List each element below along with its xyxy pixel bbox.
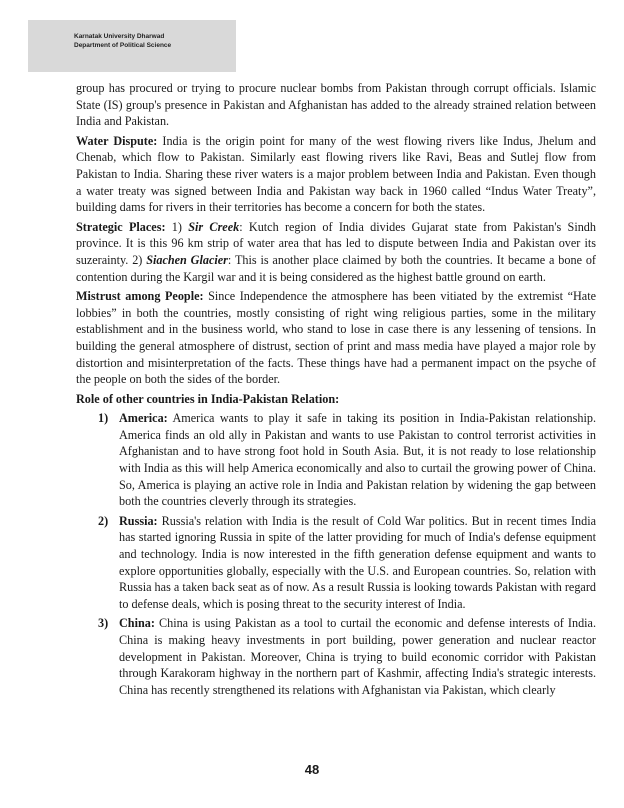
list-item-title: America: <box>119 411 168 426</box>
list-number: 1) <box>98 411 109 426</box>
strategic-places-title: Strategic Places: <box>76 219 166 234</box>
water-dispute-paragraph <box>76 133 596 216</box>
water-dispute-title: Water Dispute: <box>76 133 158 148</box>
list-item <box>76 410 596 510</box>
page-number: 48 <box>304 762 320 777</box>
list-number: 2) <box>98 513 109 528</box>
list-item <box>76 615 596 698</box>
list-item-text: China is using Pakistan as a tool to curtail the economic and defense interests of India. China is making heavy investments in port building, power generation and nuclear reactor development in Pakistan. Moreover, China is trying to build economic corridor with Pakistan through Karakoram highway in the northern part of Kashmir, affecting India's strategic interests. China has recently strengthened its relations with Afghanistan via Pakistan, which clearly <box>119 616 596 697</box>
running-header <box>74 32 171 50</box>
mistrust-paragraph <box>76 288 596 388</box>
strategic-mid-text: : Kutch region of India divides Gujarat state from Pakistan's Sindh province. It is this 96 km strip of water area that has led to dispute between India and Pakistan over its suzerainty. 2) <box>76 219 596 267</box>
strategic-places-paragraph <box>76 219 596 285</box>
mistrust-title: Mistrust among People: <box>76 289 204 304</box>
strategic-pre-text: 1) <box>165 219 189 234</box>
sir-creek-term: Sir Creek <box>188 219 240 234</box>
strategic-post-text: : This is another place claimed by both the countries. It became a bone of contention during the Kargil war and it is being considered as the highest battle ground on earth. <box>76 252 596 284</box>
department-name: Department of Political Science <box>74 42 172 49</box>
page-body <box>76 80 596 701</box>
mistrust-text: Since Independence the atmosphere has been vitiated by the extremist “Hate lobbies” in both the countries, mostly consisting of right wing religious parties, some in the military establishment and in the business world, who stand to lose in case there is any lessening of tensions. In building the general atmosphere of distrust, section of print and mass media have played a major role by distortion and misinterpretation of the facts. These things have had a permanent impact on the psyche of the people on both the sides of the border. <box>76 289 596 387</box>
intro-paragraph: group has procured or trying to procure nuclear bombs from Pakistan through corrupt officials. Islamic State (IS) group's presence in Pakistan and Afghanistan has added to the already strained relation between India and Pakistan. <box>76 81 596 129</box>
list-item-title: Russia: <box>119 513 158 528</box>
countries-list <box>76 410 596 698</box>
list-item-title: China: <box>119 616 155 631</box>
section-heading: Role of other countries in India-Pakistan Relation: <box>76 391 340 406</box>
list-number: 3) <box>98 616 109 631</box>
water-dispute-text: India is the origin point for many of the west flowing rivers like Indus, Jhelum and Chenab, which flow to Pakistan. Similarly east flowing rivers like Ravi, Beas and Sutlej flow from Pakistan to India. Sharing these river waters is a major problem between India and Pakistan. Even though a water treaty was signed between India and Pakistan way back in 1960 called “Indus Water Treaty”, building dams for rivers in their territories has become a concern for both the states. <box>76 133 597 215</box>
list-item-text: America wants to play it safe in taking its position in India-Pakistan relationship. America finds an old ally in Pakistan and wants to use Pakistan to control terrorist activities in Afghanistan and to have strong foot hold in South Asia. But, it is not ready to lose relationship with India as this will help America economically and also to curtail the growing power of China. So, America is playing an active role in India and Pakistan relation by widening the gap between both the countries cleverly through its strategies. <box>119 411 596 509</box>
university-name: Karnatak University Dharwad <box>74 33 165 40</box>
siachen-term: Siachen Glacier <box>146 252 228 267</box>
list-item <box>76 513 596 613</box>
list-item-text: Russia's relation with India is the result of Cold War politics. But in recent times India has started ignoring Russia in spite of the latter providing for much of India's defense equipment and technology. India is now interested in the fifth generation defense equipment and wants to explore opportunities globally, especially with the U.S. and European countries. So, relation with Russia has a taken back seat as of now. As a result Russia is looking towards Pakistan with regard to defense deals, which is posing threat to the security interest of India. <box>119 513 596 611</box>
